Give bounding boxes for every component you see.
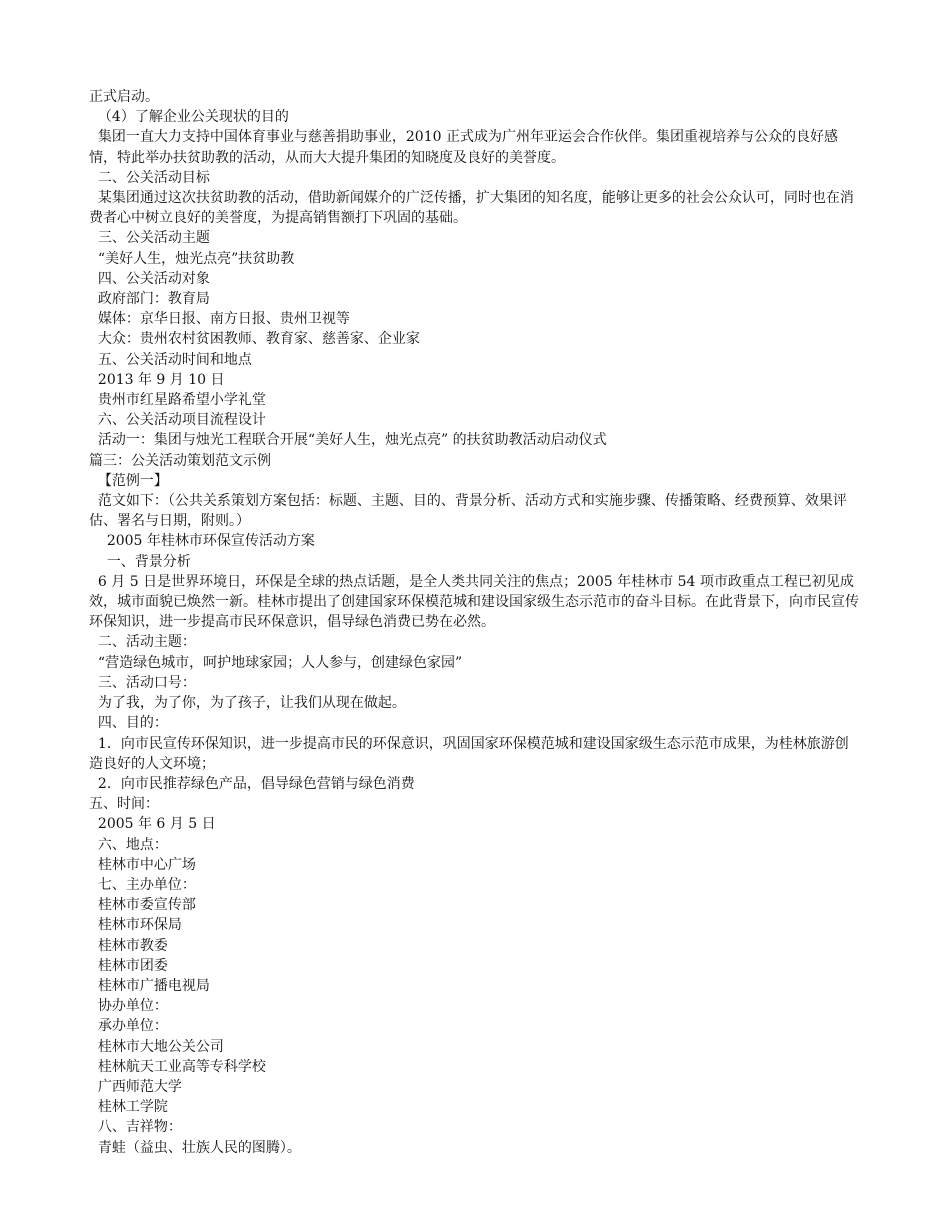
section-heading: 二、公关活动目标 [89, 169, 210, 186]
text-line: “美好人生，烛光点亮”扶贫助教 [89, 250, 295, 267]
text-line: 正式启动。 [89, 89, 159, 105]
date-line: 2013 年 9 月 10 日 [89, 371, 225, 388]
list-item: 桂林工学院 [89, 1099, 168, 1116]
list-item: 桂林市教委 [89, 937, 168, 954]
text-line: “营造绿色城市，呵护地球家园；人人参与，创建绿色家园” [89, 654, 463, 671]
text-line: 2．向市民推荐绿色产品，倡导绿色营销与绿色消费 [89, 775, 415, 792]
text-line: 青蛙（益虫、壮族人民的图腾）。 [89, 1139, 301, 1156]
chapter-heading: 篇三：公关活动策划范文示例 [89, 452, 271, 469]
section-heading: 六、地点： [89, 836, 168, 853]
list-item: 桂林市环保局 [89, 917, 182, 934]
list-item: 广西师范大学 [89, 1078, 182, 1095]
text-line: 桂林市中心广场 [89, 856, 196, 873]
section-heading: 四、公关活动对象 [89, 270, 210, 287]
section-heading: 五、公关活动时间和地点 [89, 351, 252, 368]
text-line: 大众：贵州农村贫困教师、教育家、慈善家、企业家 [89, 331, 420, 348]
section-heading: （4）了解企业公关现状的目的 [89, 109, 289, 126]
section-heading: 四、目的： [89, 715, 168, 732]
list-item: 桂林市大地公关公司 [89, 1038, 224, 1055]
paragraph: 6 月 5 日是世界环境日，环保是全球的热点话题，是全人类共同关注的焦点；2005 年桂林市 54 项市政重点工程已初见成效，城市面貌已焕然一新。桂林市提出了创建国家环保模范城和建设国家级生态示范市的奋斗目标。在此背景下，向市民宣传环保知识，进一步提高市民环保意识，倡导绿色消费已势在必然。 [89, 573, 859, 631]
text-line: 为了我，为了你，为了孩子，让我们从现在做起。 [89, 695, 406, 712]
plan-title: 2005 年桂林市环保宣传活动方案 [89, 533, 315, 550]
section-heading: 二、活动主题： [89, 634, 196, 651]
list-item: 桂林市广播电视局 [89, 977, 210, 994]
text-line: 媒体：京华日报、南方日报、贵州卫视等 [89, 311, 350, 328]
section-heading: 八、吉祥物： [89, 1119, 182, 1136]
example-label: 【范例一】 [89, 472, 168, 489]
paragraph: 1．向市民宣传环保知识，进一步提高市民的环保意识，巩固国家环保模范城和建设国家级生态示范市成果，为桂林旅游创造良好的人文环境； [89, 735, 849, 772]
text-line: 贵州市红星路希望小学礼堂 [89, 392, 266, 409]
section-heading: 七、主办单位： [89, 876, 196, 893]
paragraph: 范文如下：（公共关系策划方案包括：标题、主题、目的、背景分析、活动方式和实施步骤、传播策略、经费预算、效果评估、署名与日期，附则。） [89, 493, 847, 530]
list-item: 桂林市委宣传部 [89, 897, 196, 914]
section-heading: 五、时间： [89, 796, 159, 813]
paragraph: 某集团通过这次扶贫助教的活动，借助新闻媒介的广泛传播，扩大集团的知名度，能够让更多的社会公众认可，同时也在消费者心中树立良好的美誉度，为提高销售额打下巩固的基础。 [89, 190, 854, 227]
paragraph: 集团一直大力支持中国体育事业与慈善捐助事业，2010 正式成为广州年亚运会合作伙伴。集团重视培养与公众的良好感情，特此举办扶贫助教的活动，从而大大提升集团的知晓度及良好的美誉度。 [89, 129, 838, 166]
text-line: 政府部门：教育局 [89, 291, 210, 308]
section-heading: 三、活动口号： [89, 674, 196, 691]
section-heading: 六、公关活动项目流程设计 [89, 412, 266, 429]
document-body [89, 87, 861, 1158]
section-heading: 三、公关活动主题 [89, 230, 210, 247]
section-heading: 承办单位： [89, 1018, 168, 1035]
section-heading: 协办单位： [89, 998, 168, 1015]
list-item: 桂林航天工业高等专科学校 [89, 1058, 266, 1075]
date-line: 2005 年 6 月 5 日 [89, 816, 216, 833]
text-line: 活动一：集团与烛光工程联合开展“美好人生，烛光点亮” 的扶贫助教活动启动仪式 [89, 432, 607, 449]
list-item: 桂林市团委 [89, 957, 168, 974]
section-heading: 一、背景分析 [89, 553, 191, 570]
